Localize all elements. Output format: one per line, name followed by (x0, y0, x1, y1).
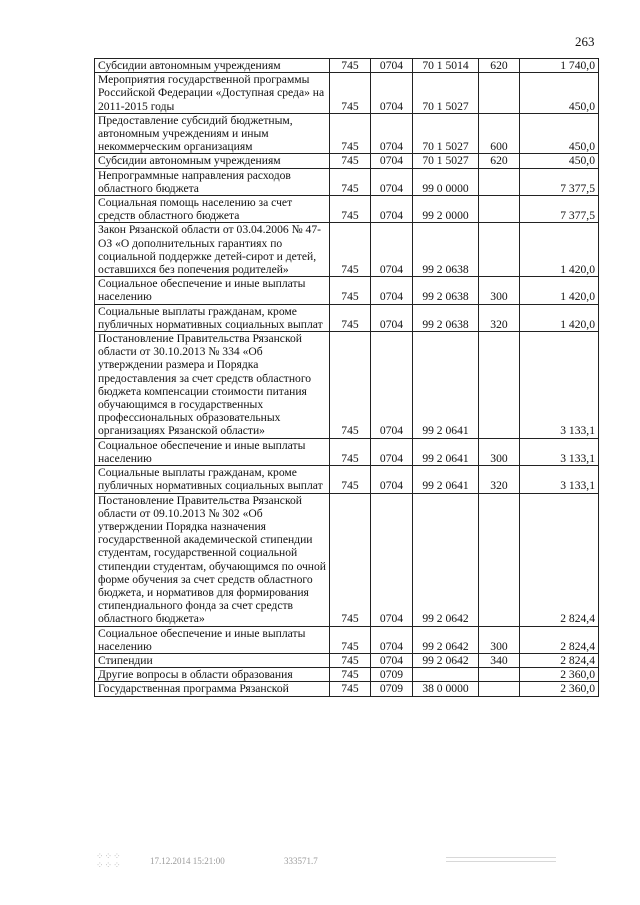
cell-ved: 745 (330, 168, 371, 195)
table-row (95, 73, 599, 114)
cell-sum: 3 133,1 (520, 438, 599, 465)
cell-sum: 2 824,4 (520, 493, 599, 626)
cell-name: Социальное обеспечение и иные выплаты населению (95, 438, 330, 465)
cell-sum: 1 740,0 (520, 59, 599, 73)
cell-vr (479, 332, 520, 439)
cell-ved: 745 (330, 113, 371, 154)
cell-sum: 1 420,0 (520, 223, 599, 277)
cell-name: Мероприятия государственной программы Российской Федерации «Доступная среда» на 2011-2015 годы (95, 73, 330, 114)
cell-ved: 745 (330, 493, 371, 626)
cell-sum: 2 360,0 (520, 668, 599, 682)
cell-vr: 300 (479, 277, 520, 304)
table-row (95, 59, 599, 73)
stamp-mark: ⁘⁘⁘ ⁘⁘⁘ (96, 851, 122, 870)
cell-csr: 38 0 0000 (413, 682, 479, 696)
table-row (95, 154, 599, 168)
table-row (95, 304, 599, 331)
cell-ved: 745 (330, 304, 371, 331)
cell-sum: 450,0 (520, 154, 599, 168)
footer-timestamp: 17.12.2014 15:21:00 (150, 856, 225, 866)
cell-name: Стипендии (95, 653, 330, 667)
cell-csr: 70 1 5027 (413, 73, 479, 114)
cell-csr: 99 2 0642 (413, 493, 479, 626)
cell-csr (413, 668, 479, 682)
cell-vr: 300 (479, 438, 520, 465)
cell-ved: 745 (330, 59, 371, 73)
table-row (95, 653, 599, 667)
cell-sum: 1 420,0 (520, 304, 599, 331)
cell-name: Другие вопросы в области образования (95, 668, 330, 682)
cell-sum: 450,0 (520, 73, 599, 114)
cell-name: Субсидии автономным учреждениям (95, 154, 330, 168)
cell-sum: 3 133,1 (520, 332, 599, 439)
cell-csr: 99 2 0642 (413, 653, 479, 667)
cell-rz: 0704 (371, 438, 413, 465)
cell-csr: 99 0 0000 (413, 168, 479, 195)
cell-sum: 3 133,1 (520, 466, 599, 493)
cell-csr: 99 2 0000 (413, 196, 479, 223)
footer-doc-code: 333571.7 (284, 856, 318, 866)
table-row (95, 668, 599, 682)
cell-name: Постановление Правительства Рязанской области от 30.10.2013 № 334 «Об утверждении размера и Порядка предоставления за счет средств областного бюджета компенсации стоимости питания обучающимся в государственных профессиональных образовательных организациях Рязанской области» (95, 332, 330, 439)
table-row (95, 626, 599, 653)
cell-rz: 0704 (371, 223, 413, 277)
table-row (95, 277, 599, 304)
cell-csr: 99 2 0638 (413, 277, 479, 304)
cell-rz: 0709 (371, 682, 413, 696)
cell-name: Государственная программа Рязанской (95, 682, 330, 696)
cell-vr (479, 668, 520, 682)
cell-rz: 0704 (371, 196, 413, 223)
cell-csr: 99 2 0641 (413, 466, 479, 493)
cell-sum: 1 420,0 (520, 277, 599, 304)
cell-ved: 745 (330, 466, 371, 493)
cell-ved: 745 (330, 154, 371, 168)
cell-vr: 320 (479, 466, 520, 493)
cell-vr: 340 (479, 653, 520, 667)
cell-sum: 7 377,5 (520, 196, 599, 223)
cell-ved: 745 (330, 223, 371, 277)
cell-csr: 70 1 5027 (413, 113, 479, 154)
cell-name: Закон Рязанской области от 03.04.2006 № 47-ОЗ «О дополнительных гарантиях по социальной поддержке детей-сирот и детей, оставшихся без попечения родителей» (95, 223, 330, 277)
cell-vr: 600 (479, 113, 520, 154)
faint-footer-marks (446, 854, 556, 870)
table-row (95, 332, 599, 439)
cell-ved: 745 (330, 332, 371, 439)
cell-sum: 450,0 (520, 113, 599, 154)
page-number: 263 (575, 34, 595, 49)
cell-sum: 2 360,0 (520, 682, 599, 696)
cell-vr: 300 (479, 626, 520, 653)
cell-vr (479, 168, 520, 195)
cell-sum: 7 377,5 (520, 168, 599, 195)
cell-ved: 745 (330, 626, 371, 653)
table-row (95, 196, 599, 223)
cell-sum: 2 824,4 (520, 653, 599, 667)
cell-name: Социальное обеспечение и иные выплаты населению (95, 626, 330, 653)
cell-csr: 70 1 5027 (413, 154, 479, 168)
cell-rz: 0704 (371, 332, 413, 439)
cell-ved: 745 (330, 196, 371, 223)
table-row (95, 438, 599, 465)
table-row (95, 113, 599, 154)
cell-rz: 0704 (371, 168, 413, 195)
budget-table (94, 58, 599, 697)
cell-ved: 745 (330, 438, 371, 465)
cell-ved: 745 (330, 73, 371, 114)
cell-vr (479, 223, 520, 277)
cell-name: Субсидии автономным учреждениям (95, 59, 330, 73)
cell-vr (479, 682, 520, 696)
cell-csr: 99 2 0641 (413, 438, 479, 465)
cell-rz: 0704 (371, 73, 413, 114)
cell-name: Непрограммные направления расходов областного бюджета (95, 168, 330, 195)
cell-name: Постановление Правительства Рязанской области от 09.10.2013 № 302 «Об утверждении Порядка назначения государственной академической стипендии студентам, государственной социальной стипендии студентам, обучающимся по очной форме обучения за счет средств областного бюджета, и нормативов для формирования стипендиального фонда за счет средств областного бюджета» (95, 493, 330, 626)
cell-rz: 0704 (371, 493, 413, 626)
cell-rz: 0704 (371, 466, 413, 493)
table-row (95, 682, 599, 696)
cell-ved: 745 (330, 668, 371, 682)
cell-name: Социальные выплаты гражданам, кроме публичных нормативных социальных выплат (95, 304, 330, 331)
cell-csr: 70 1 5014 (413, 59, 479, 73)
cell-rz: 0704 (371, 154, 413, 168)
cell-name: Социальные выплаты гражданам, кроме публичных нормативных социальных выплат (95, 466, 330, 493)
cell-vr: 620 (479, 59, 520, 73)
cell-rz: 0704 (371, 113, 413, 154)
cell-vr (479, 73, 520, 114)
cell-rz: 0704 (371, 626, 413, 653)
cell-ved: 745 (330, 682, 371, 696)
cell-name: Предоставление субсидий бюджетным, автономным учреждениям и иным некоммерческим организациям (95, 113, 330, 154)
cell-rz: 0704 (371, 304, 413, 331)
cell-ved: 745 (330, 653, 371, 667)
cell-vr: 620 (479, 154, 520, 168)
cell-csr: 99 2 0642 (413, 626, 479, 653)
cell-ved: 745 (330, 277, 371, 304)
table-row (95, 168, 599, 195)
page-footer (96, 852, 596, 882)
table-row (95, 493, 599, 626)
cell-rz: 0704 (371, 277, 413, 304)
table-row (95, 466, 599, 493)
cell-name: Социальное обеспечение и иные выплаты населению (95, 277, 330, 304)
cell-csr: 99 2 0638 (413, 304, 479, 331)
cell-rz: 0704 (371, 59, 413, 73)
cell-csr: 99 2 0638 (413, 223, 479, 277)
cell-vr (479, 196, 520, 223)
cell-vr (479, 493, 520, 626)
table-row (95, 223, 599, 277)
cell-rz: 0704 (371, 653, 413, 667)
cell-sum: 2 824,4 (520, 626, 599, 653)
cell-vr: 320 (479, 304, 520, 331)
cell-csr: 99 2 0641 (413, 332, 479, 439)
cell-rz: 0709 (371, 668, 413, 682)
cell-name: Социальная помощь населению за счет средств областного бюджета (95, 196, 330, 223)
